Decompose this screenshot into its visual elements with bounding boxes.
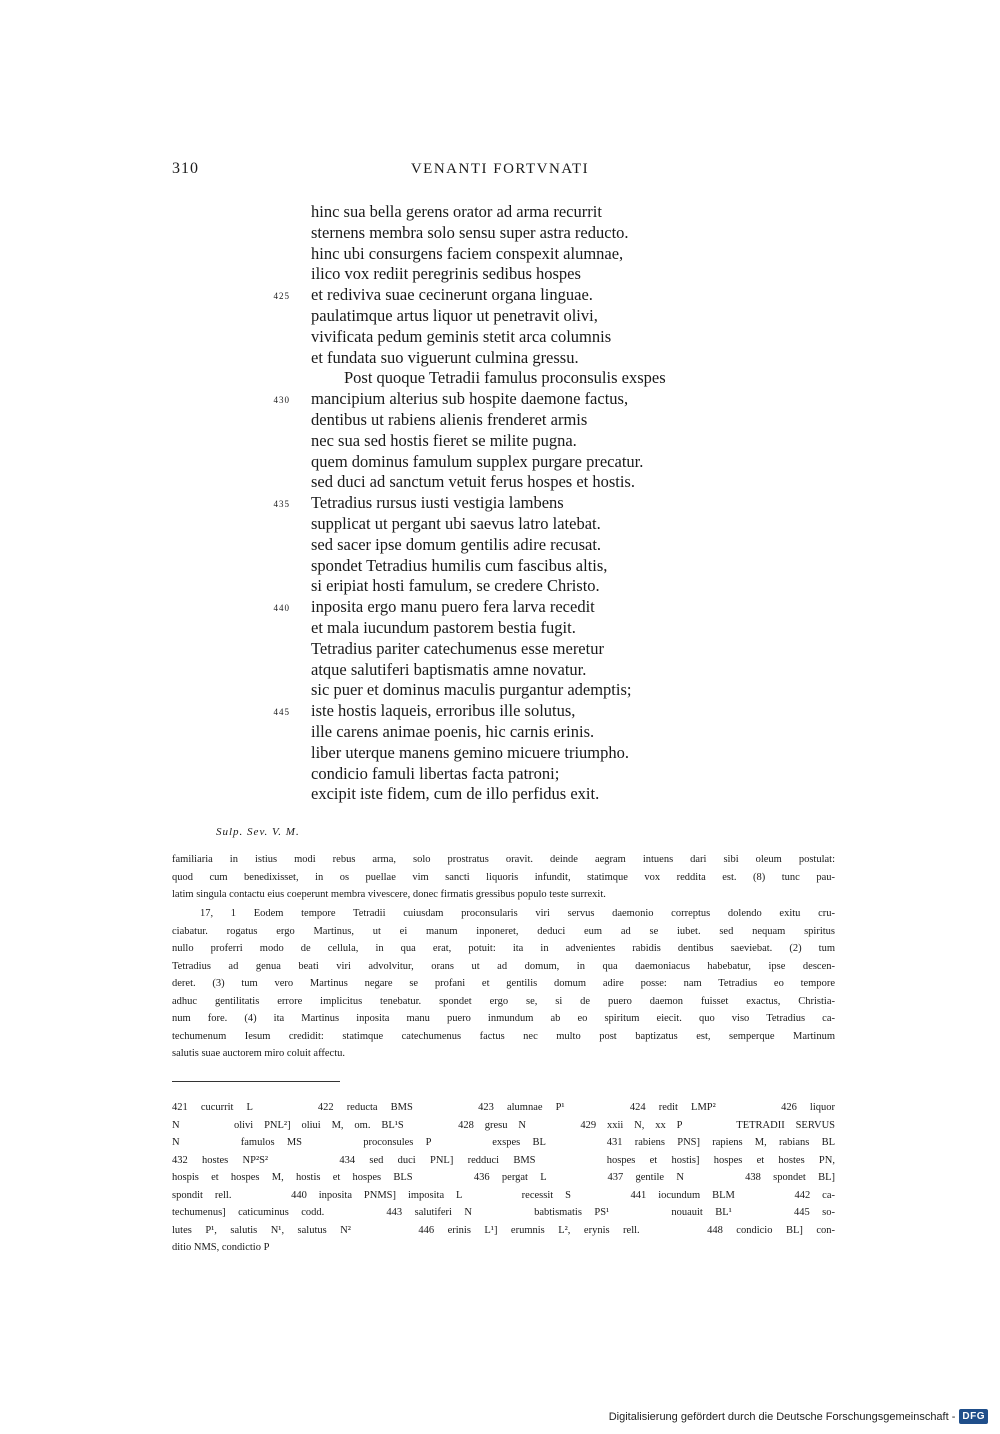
poem-line <box>0 784 1000 805</box>
prose-line: ciabatur. rogatus ergo Martinus, ut ei manum inponeret, deduci eum ad se iubet. sed nequam spiritus <box>172 925 835 937</box>
poem-line <box>0 202 1000 223</box>
apparatus-line: techumenus] caticuminus codd. 443 salutiferi N babtismatis PS¹ nouauit BL¹ 445 so- <box>172 1207 835 1218</box>
critical-apparatus <box>172 1099 835 1257</box>
poem-verse: spondet Tetradius humilis cum fascibus altis, <box>311 555 608 575</box>
poem-verse: si eripiat hosti famulum, se credere Christo. <box>311 576 600 596</box>
page-number: 310 <box>172 160 199 177</box>
prose-line: adhuc gentilitatis errore implicitus tenebatur. spondet ergo se, si de puero daemon fuisset exactus, Christia- <box>172 995 835 1007</box>
poem-line <box>0 327 1000 348</box>
poem-verse: sed duci ad sanctum vetuit ferus hospes et hostis. <box>311 472 635 492</box>
prose-paragraph-1 <box>172 851 835 904</box>
prose-line: Tetradius ad genua beati viri advolvitur, orans ut ad domum, in qua daemoniacus habebatur, ipse descen- <box>172 960 835 972</box>
prose-line: latim singula contactu eius coeperunt membra vivescere, donec firmatis gressibus populo teste surrexit. <box>172 889 606 900</box>
poem-verse: inposita ergo manu puero fera larva recedit <box>311 597 595 617</box>
poem-verse: Tetradius pariter catechumenus esse meretur <box>311 638 604 658</box>
poem-verse: nec sua sed hostis fieret se milite pugna. <box>311 430 577 450</box>
poem-verse: sternens membra solo sensu super astra reducto. <box>311 222 629 242</box>
poem-verse: mancipium alterius sub hospite daemone factus, <box>311 389 629 409</box>
prose-line: salutis suae auctorem miro coluit affectu. <box>172 1048 345 1059</box>
poem-verse: condicio famuli libertas facta patroni; <box>311 763 560 783</box>
apparatus-line: N famulos MS proconsules P exspes BL 431 rabiens PNS] rapiens M, rabians BL <box>172 1137 835 1148</box>
poem-line <box>0 452 1000 473</box>
poem-line <box>0 722 1000 743</box>
poem-line <box>0 264 1000 285</box>
prose-line: techumenum Iesum credidit: statimque catechumenus factus nec multo post baptizatus est, semperque Martinum <box>172 1030 835 1042</box>
digitization-credit <box>609 1409 988 1424</box>
prose-line: familiaria in istius modi rebus arma, solo prostratus oravit. deinde aegram intuens dari sibi oleum postulat: <box>172 854 835 865</box>
apparatus-line: 421 cucurrit L 422 reducta BMS 423 alumnae P¹ 424 redit LMP² 426 liquor <box>172 1102 835 1113</box>
poem-line <box>0 597 1000 618</box>
apparatus-line: N olivi PNL²] oliui M, om. BL¹S 428 gresu N 429 xxii N, xx P TETRADII SERVUS <box>172 1119 835 1131</box>
running-title: VENANTI FORTVNATI <box>410 161 590 177</box>
poem-verse: atque salutiferi baptismatis amne novatur. <box>311 659 587 679</box>
poem-line <box>0 244 1000 265</box>
poem-line <box>0 639 1000 660</box>
poem-line <box>0 576 1000 597</box>
poem-line <box>0 535 1000 556</box>
poem-line <box>0 472 1000 493</box>
poem-verse: et mala iucundum pastorem bestia fugit. <box>311 618 576 637</box>
poem-line <box>0 410 1000 431</box>
poem-verse: vivificata pedum geminis stetit arca columnis <box>311 326 612 346</box>
poem-verse: ille carens animae poenis, hic carnis erinis. <box>311 722 595 741</box>
poem-line <box>0 743 1000 764</box>
poem-verse: paulatimque artus liquor ut penetravit olivi, <box>311 306 598 325</box>
poem-line <box>0 431 1000 452</box>
prose-line: deret. (3) tum vero Martinus negare se profani et gentilis domum adire posse: nam Tetradius eo tempore <box>172 978 835 989</box>
prose-line: num fore. (4) ita Martinus inposita manu puero inmundum ab eo spiritum eiecit. quo viso Tetradius ca- <box>172 1013 835 1024</box>
source-label: Sulp. Sev. V. M. <box>216 826 300 838</box>
footnote-rule <box>172 1081 340 1082</box>
poem-verse: ilico vox rediit peregrinis sedibus hospes <box>311 264 581 284</box>
apparatus-line: ditio NMS, condictio P <box>172 1242 270 1253</box>
poem-line <box>0 680 1000 701</box>
poem-verse: hinc sua bella gerens orator ad arma recurrit <box>311 202 602 221</box>
poem-line <box>0 368 1000 389</box>
line-number: 445 <box>273 707 290 718</box>
poem-verse: sic puer et dominus maculis purgantur ademptis; <box>311 680 632 700</box>
apparatus-line: hospis et hospes M, hostis et hospes BLS 436 pergat L 437 gentile N 438 spondet BL] <box>172 1172 835 1183</box>
dfg-logo-icon: DFG <box>959 1409 988 1424</box>
poem-verse: dentibus ut rabiens alienis frenderet armis <box>311 410 588 429</box>
apparatus-line: lutes P¹, salutis N¹, salutus N² 446 erinis L¹] erumnis L², erynis rell. 448 condicio BL] con- <box>172 1224 835 1236</box>
credit-text: Digitalisierung gefördert durch die Deutsche Forschungsgemeinschaft - <box>608 1410 956 1423</box>
apparatus-line: 432 hostes NP²S² 434 sed duci PNL] redduci BMS hospes et hostis] hospes et hostes PN, <box>172 1154 835 1166</box>
poem-verse: hinc ubi consurgens faciem conspexit alumnae, <box>311 243 624 263</box>
poem-verse: Post quoque Tetradii famulus proconsulis exspes <box>344 368 666 388</box>
poem-line <box>0 701 1000 722</box>
poem-verse: Tetradius rursus iusti vestigia lambens <box>311 493 564 513</box>
line-number: 425 <box>273 291 290 302</box>
poem-line <box>0 764 1000 785</box>
poem-line <box>0 223 1000 244</box>
poem-line <box>0 348 1000 369</box>
poem-verse: iste hostis laqueis, erroribus ille solutus, <box>311 701 576 721</box>
prose-line: 17, 1 Eodem tempore Tetradii cuiusdam proconsularis viri servus daemonio correptus dolendo exitu cru- <box>200 908 835 919</box>
poem-verse: supplicat ut pergant ubi saevus latro latebat. <box>311 514 601 533</box>
poem-verse: quem dominus famulum supplex purgare precatur. <box>311 451 644 471</box>
poem-line <box>0 514 1000 535</box>
poem-verse: liber uterque manens gemino micuere triumpho. <box>311 742 629 762</box>
line-number: 430 <box>273 395 290 406</box>
poem-verse: et rediviva suae cecinerunt organa linguae. <box>311 285 593 305</box>
poem-line <box>0 556 1000 577</box>
poem-line <box>0 660 1000 681</box>
poem-line <box>0 493 1000 514</box>
poem-verse: sed sacer ipse domum gentilis adire recusat. <box>311 534 602 554</box>
prose-line: nullo proferri modo de cellula, in qua erat, potuit: ita in advenientes rabidis dentibus saeviebat. (2) tum <box>172 943 835 954</box>
apparatus-line: spondit rell. 440 inposita PNMS] imposita L recessit S 441 iocundum BLM 442 ca- <box>172 1189 835 1201</box>
poem-verse: excipit iste fidem, cum de illo perfidus exit. <box>311 784 600 804</box>
poem-line <box>0 389 1000 410</box>
prose-line: quod cum benedixisset, in os puellae vim sancti liquoris infundit, statimque vox reddita est. (8) tunc pau- <box>172 871 835 883</box>
line-number: 440 <box>273 603 290 614</box>
poem-line <box>0 618 1000 639</box>
prose-paragraph-2 <box>172 905 835 1063</box>
poem-line <box>0 306 1000 327</box>
poem-line <box>0 285 1000 306</box>
poem-verse: et fundata suo viguerunt culmina gressu. <box>311 347 579 367</box>
line-number: 435 <box>273 499 290 510</box>
